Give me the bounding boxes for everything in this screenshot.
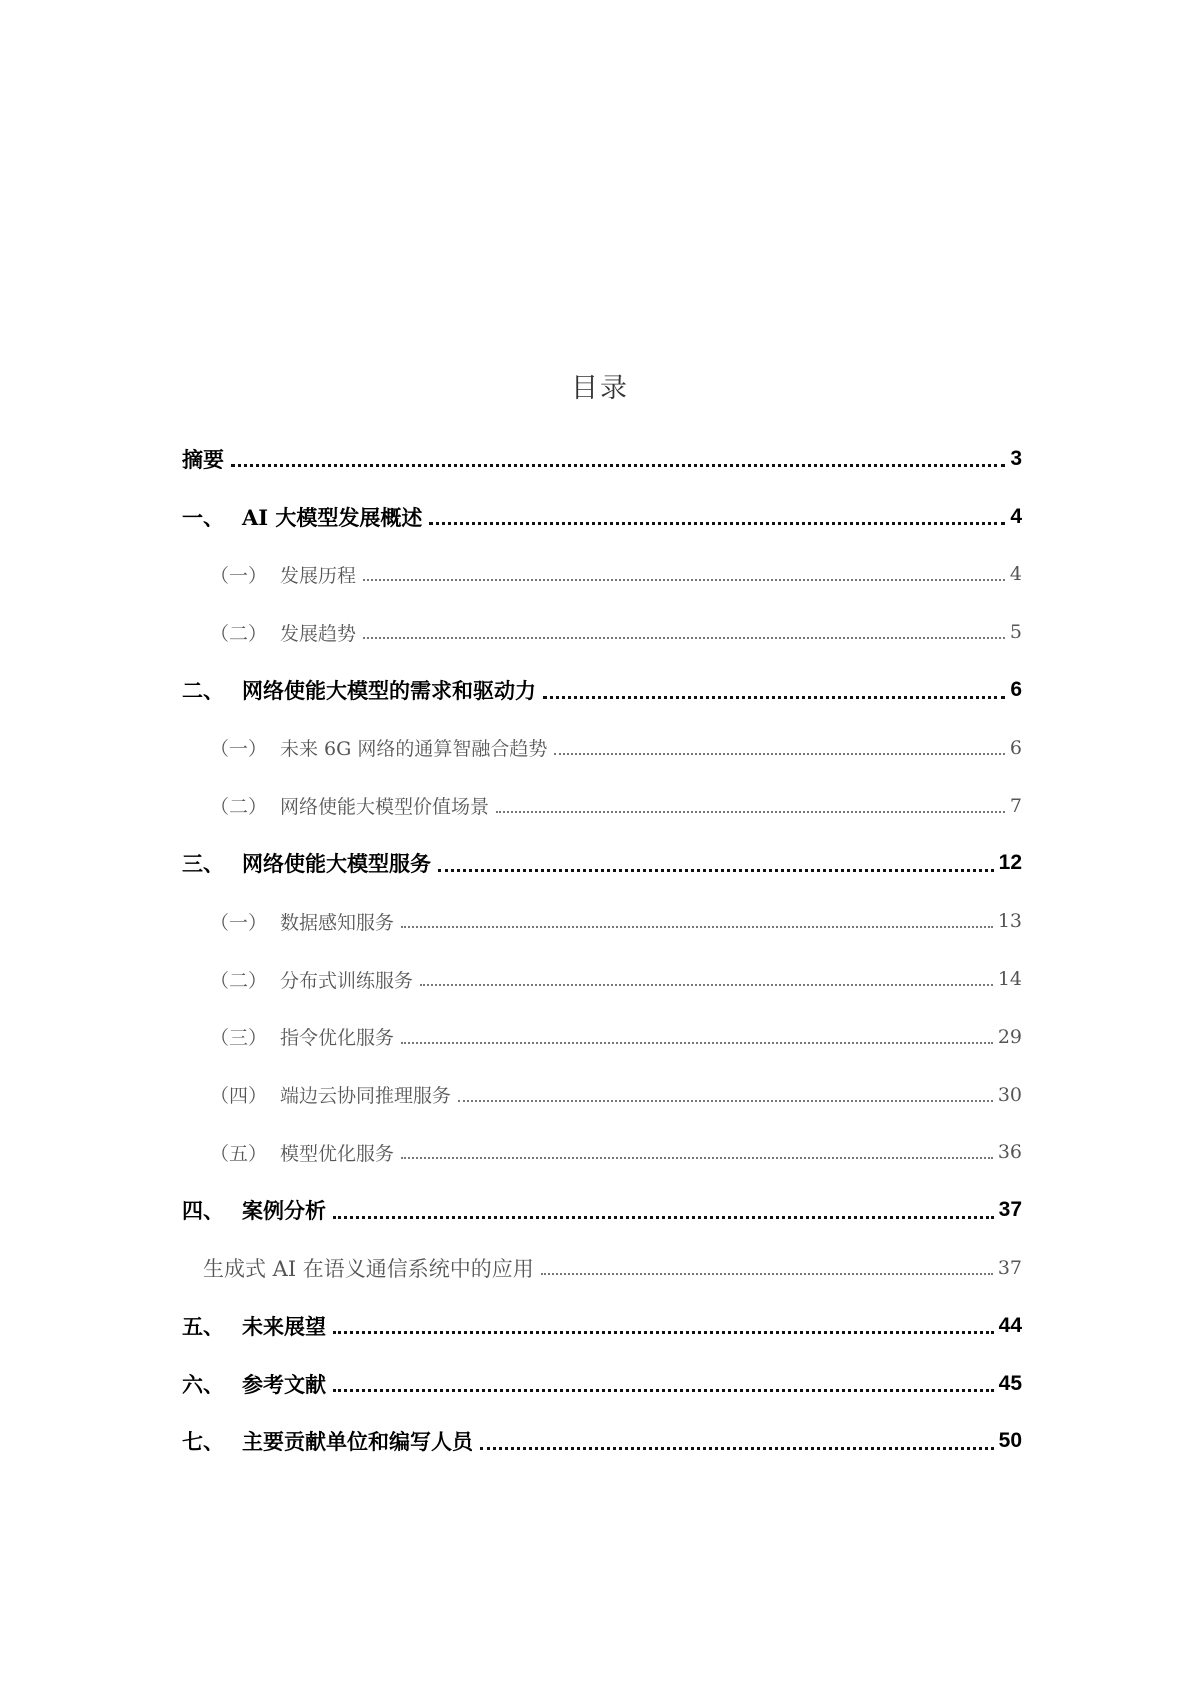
toc-entry-page: 50	[998, 1429, 1022, 1453]
dot-leader	[554, 753, 1005, 755]
toc-entry-label: 数据感知服务	[280, 911, 395, 934]
toc-entry-label: 未来展望	[242, 1313, 326, 1339]
toc-entry-section-2-2[interactable]	[182, 777, 1022, 835]
toc-entry-section-4-1[interactable]	[182, 1239, 1022, 1297]
toc-entry-label: 摘要	[182, 444, 228, 474]
toc-entry-number: （一）	[210, 738, 268, 761]
dot-leader	[333, 1331, 994, 1334]
toc-entry-chapter-4[interactable]	[182, 1181, 1022, 1239]
toc-entry-number: 七、	[182, 1429, 224, 1455]
dot-leader	[401, 1042, 993, 1044]
toc-title: 目录	[571, 373, 629, 404]
toc-entry-section-3-1[interactable]	[182, 892, 1022, 950]
dot-leader	[401, 926, 993, 928]
toc-entry-page: 4	[1010, 504, 1022, 528]
toc-entry-label: 分布式训练服务	[280, 969, 414, 992]
toc-entry-number: （四）	[210, 1085, 268, 1108]
toc-entry-label: 指令优化服务	[280, 1027, 395, 1050]
dot-leader	[333, 1216, 994, 1219]
dot-leader	[363, 637, 1005, 639]
dot-leader	[438, 869, 994, 872]
toc-entry-page: 5	[1009, 621, 1022, 644]
dot-leader	[333, 1389, 994, 1392]
toc-entry-number: 四、	[182, 1198, 224, 1224]
toc-entry-label: 网络使能大模型服务	[242, 851, 431, 877]
toc-entry-page: 7	[1009, 794, 1022, 817]
toc-entry-chapter-6[interactable]	[182, 1355, 1022, 1413]
toc-entry-page: 37	[997, 1257, 1022, 1280]
toc-entry-page: 14	[997, 968, 1022, 991]
toc-entry-number: 六、	[182, 1371, 224, 1397]
toc-entry-number: （五）	[210, 1142, 268, 1165]
toc-entry-section-1-2[interactable]	[182, 603, 1022, 661]
toc-entry-number: 三、	[182, 851, 224, 877]
toc-entry-chapter-7[interactable]	[182, 1413, 1022, 1471]
toc-entry-label: 网络使能大模型价值场景	[280, 796, 490, 819]
toc-entry-number: （三）	[210, 1027, 268, 1050]
toc-entry-page: 30	[997, 1083, 1022, 1106]
toc-entry-chapter-3[interactable]	[182, 835, 1022, 893]
toc-entry-label: 网络使能大模型的需求和驱动力	[242, 678, 536, 704]
toc-entry-page: 29	[997, 1025, 1022, 1048]
toc-entry-number: （一）	[210, 564, 268, 587]
toc-entry-number: 二、	[182, 678, 224, 704]
toc-entry-page: 3	[1010, 446, 1022, 470]
toc-entry-section-1-1[interactable]	[182, 546, 1022, 604]
toc-entry-label: 未来 6G 网络的通算智融合趋势	[280, 738, 548, 761]
dot-leader	[541, 1273, 993, 1275]
dot-leader	[458, 1100, 993, 1102]
toc-entry-label: 模型优化服务	[280, 1142, 395, 1165]
toc-entry-page: 37	[998, 1198, 1022, 1222]
toc-entry-section-3-2[interactable]	[182, 950, 1022, 1008]
dot-leader	[401, 1157, 993, 1159]
toc-entry-section-2-1[interactable]	[182, 719, 1022, 777]
toc-entry-chapter-2[interactable]	[182, 661, 1022, 719]
table-of-contents	[182, 430, 1022, 1470]
toc-entry-page: 44	[998, 1313, 1022, 1337]
dot-leader	[480, 1447, 994, 1450]
toc-entry-section-3-4[interactable]	[182, 1066, 1022, 1124]
toc-entry-label: 发展历程	[280, 564, 357, 587]
toc-entry-number: 一、	[182, 504, 224, 530]
dot-leader	[231, 464, 1005, 467]
toc-entry-label: 发展趋势	[280, 622, 357, 645]
toc-entry-page: 13	[997, 910, 1022, 933]
toc-entry-chapter-1[interactable]	[182, 488, 1022, 546]
dot-leader	[496, 811, 1005, 813]
dot-leader	[543, 696, 1005, 699]
toc-entry-page: 4	[1009, 563, 1022, 586]
toc-entry-number: 五、	[182, 1313, 224, 1339]
toc-entry-label: AI 大模型发展概述	[242, 504, 423, 530]
toc-entry-label: 主要贡献单位和编写人员	[242, 1429, 473, 1455]
toc-entry-page: 6	[1010, 678, 1022, 702]
toc-entry-abstract[interactable]	[182, 430, 1022, 488]
toc-entry-label: 端边云协同推理服务	[280, 1085, 452, 1108]
dot-leader	[420, 984, 993, 986]
toc-entry-page: 36	[997, 1141, 1022, 1164]
dot-leader	[363, 579, 1005, 581]
toc-entry-number: （二）	[210, 622, 268, 645]
toc-entry-section-3-3[interactable]	[182, 1008, 1022, 1066]
dot-leader	[429, 522, 1005, 525]
toc-entry-number: （一）	[210, 911, 268, 934]
toc-entry-label: 生成式 AI 在语义通信系统中的应用	[203, 1253, 538, 1283]
toc-entry-section-3-5[interactable]	[182, 1124, 1022, 1182]
toc-entry-page: 12	[998, 851, 1022, 875]
toc-entry-number: （二）	[210, 969, 268, 992]
toc-entry-chapter-5[interactable]	[182, 1297, 1022, 1355]
toc-entry-label: 案例分析	[242, 1198, 326, 1224]
toc-entry-page: 6	[1009, 736, 1022, 759]
toc-entry-number: （二）	[210, 796, 268, 819]
toc-entry-page: 45	[998, 1371, 1022, 1395]
toc-entry-label: 参考文献	[242, 1371, 326, 1397]
